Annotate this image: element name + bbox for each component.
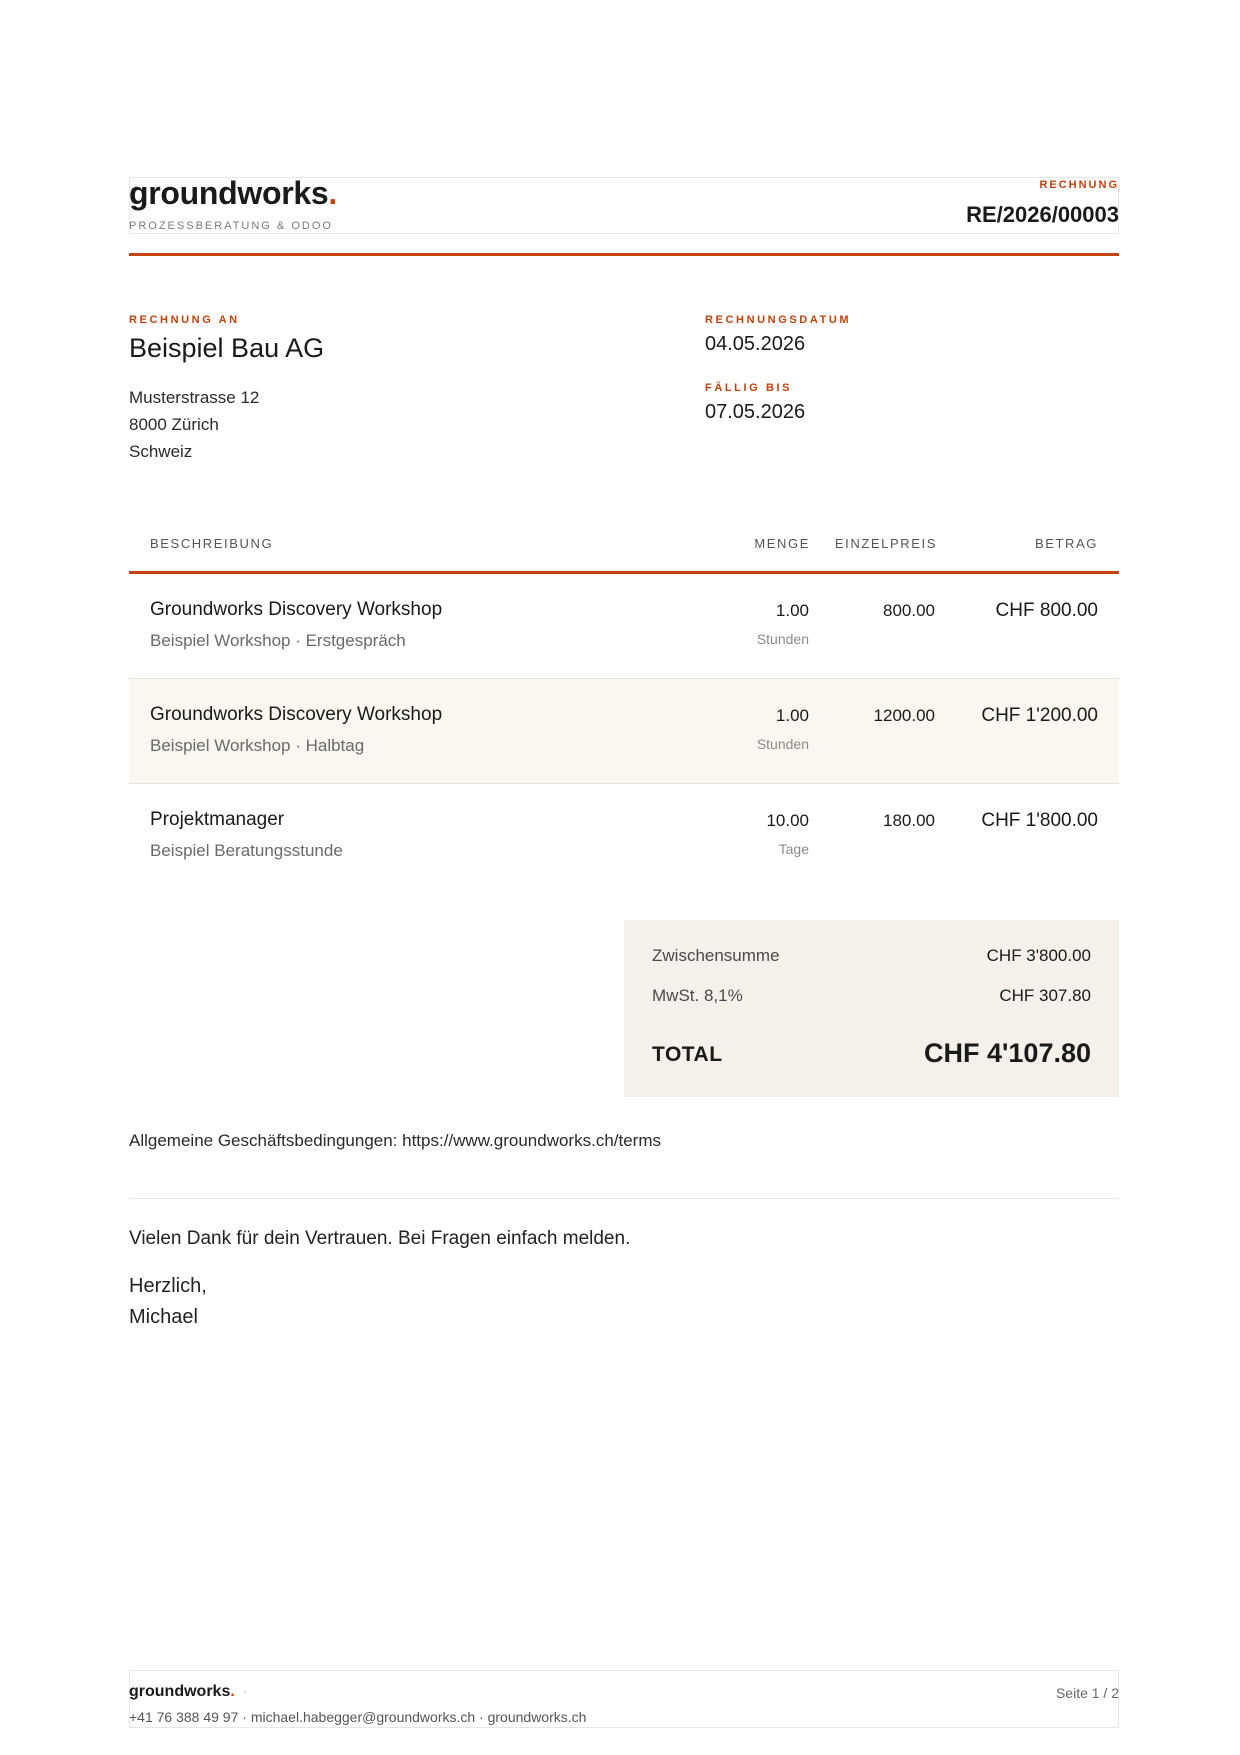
line-item-subtitle: Beispiel Beratungsstunde [150,841,343,860]
client-name: Beispiel Bau AG [129,333,325,363]
line-item-title: Groundworks Discovery Workshop [150,704,443,725]
footer-brand-name: groundworks [129,1683,231,1700]
table-row [129,574,1119,679]
page-number: Seite 1 / 2 [1055,1685,1119,1701]
footer-brand [129,1683,235,1701]
total-label: TOTAL [652,1043,723,1066]
col-header-amount: BETRAG [1034,536,1098,551]
brand-tagline: PROZESSBERATUNG & ODOO [129,220,333,232]
line-item-amount: CHF 1'800.00 [981,810,1098,831]
line-item-amount: CHF 1'200.00 [981,705,1098,726]
terms-text: Allgemeine Geschäftsbedingungen: https://www.groundworks.ch/terms [129,1131,661,1150]
line-item-unit: Stunden [756,736,809,752]
vat-label: MwSt. 8,1% [652,986,743,1005]
line-item-subtitle: Beispiel Workshop · Erstgespräch [150,631,406,650]
line-item-unit: Stunden [756,631,809,647]
brand-logo [129,175,337,212]
totals-box [624,920,1119,1097]
col-header-quantity: MENGE [754,536,810,551]
invoice-date-label: RECHNUNGSDATUM [705,314,852,326]
table-row [129,784,1119,889]
line-item-amount: CHF 800.00 [995,600,1098,621]
table-row [129,679,1119,784]
footer-brand-dot: . [230,1683,235,1700]
invoice-date: 04.05.2026 [705,333,806,355]
col-header-description: BESCHREIBUNG [150,536,274,551]
line-item-unit: Tage [778,841,809,857]
invoice-number: RE/2026/00003 [966,202,1119,227]
address-country: Schweiz [129,442,193,461]
client-address [129,384,259,465]
line-item-price: 180.00 [883,811,935,830]
line-item-title: Groundworks Discovery Workshop [150,599,443,620]
line-item-quantity: 10.00 [766,811,809,830]
line-item-price: 1200.00 [873,706,935,725]
header-divider [129,253,1119,256]
document-type-label: RECHNUNG [1039,179,1119,191]
closing-divider [129,1198,1119,1199]
footer-separator: · [243,1684,247,1698]
total-value: CHF 4'107.80 [923,1038,1091,1068]
due-date-label: FÄLLIG BIS [705,382,793,394]
line-item-title: Projektmanager [150,809,285,830]
signature-name: Michael [129,1306,198,1328]
due-date: 07.05.2026 [705,401,806,423]
line-item-quantity: 1.00 [775,706,809,725]
col-header-unit-price: EINZELPREIS [834,536,937,551]
line-item-price: 800.00 [883,601,935,620]
bill-to-label: RECHNUNG AN [129,314,240,326]
brand-name: groundworks [129,175,329,211]
subtotal-value: CHF 3'800.00 [986,946,1091,965]
thank-you-text: Vielen Dank für dein Vertrauen. Bei Fragen einfach melden. [129,1228,631,1249]
line-item-subtitle: Beispiel Workshop · Halbtag [150,736,365,755]
address-city: 8000 Zürich [129,415,219,434]
footer-contact: +41 76 388 49 97 · michael.habegger@groundworks.ch · groundworks.ch [129,1709,587,1725]
vat-value: CHF 307.80 [999,986,1091,1005]
closing-greeting [129,1271,207,1333]
subtotal-label: Zwischensumme [652,946,780,965]
brand-dot: . [328,175,337,211]
greeting-text: Herzlich, [129,1275,207,1297]
address-street: Musterstrasse 12 [129,388,260,407]
line-item-quantity: 1.00 [775,601,809,620]
